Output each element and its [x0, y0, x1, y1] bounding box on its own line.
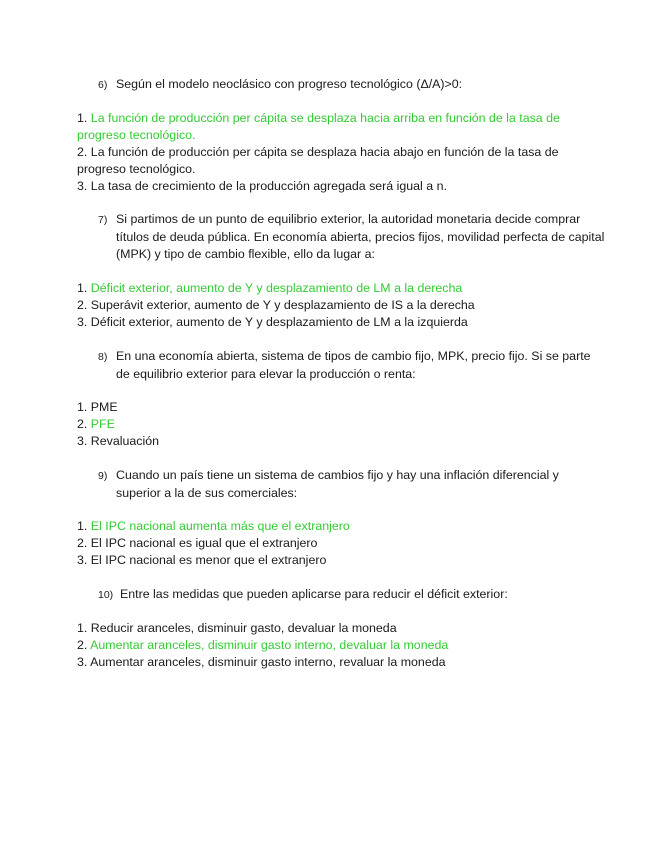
question-number: 10): [98, 589, 114, 601]
question-8: [98, 348, 606, 383]
question-text: Cuando un país tiene un sistema de cambios fijo y hay una inflación diferencial y superior a la de sus comerciales:: [116, 468, 559, 500]
question-9: [98, 467, 606, 502]
answer-item: [77, 620, 587, 637]
question-10: [98, 586, 606, 604]
answer-number: 3.: [77, 434, 88, 448]
answer-item: [77, 535, 587, 552]
answers-10: [77, 620, 587, 671]
answer-text: La tasa de crecimiento de la producción agregada será igual a n.: [90, 179, 447, 193]
answer-number: 2.: [77, 536, 88, 550]
question-7: [98, 211, 606, 263]
answers-8: [77, 399, 587, 450]
answer-text: Déficit exterior, aumento de Y y desplazamiento de LM a la derecha: [90, 281, 463, 295]
answer-number: 1.: [77, 519, 88, 533]
answer-number: 3.: [77, 315, 88, 329]
question-text: Si partimos de un punto de equilibrio exterior, la autoridad monetaria decide comprar títulos de deuda pública. En economía abierta, precios fijos, movilidad perfecta de capital (MPK) y tipo de cambio flexible, ello da lugar a:: [116, 212, 605, 261]
answer-text: Aumentar aranceles, disminuir gasto interno, devaluar la moneda: [90, 638, 449, 652]
answer-item: [77, 416, 587, 433]
answer-text: El IPC nacional es igual que el extranjero: [90, 536, 318, 550]
answer-number: 3.: [77, 179, 88, 193]
answer-item: [77, 110, 587, 144]
question-number: 8): [98, 351, 108, 363]
answer-text: Reducir aranceles, disminuir gasto, devaluar la moneda: [90, 621, 397, 635]
answer-item: [77, 654, 587, 671]
answer-text: La función de producción per cápita se desplaza hacia arriba en función de la tasa de progreso tecnológico.: [77, 111, 560, 142]
answer-text: La función de producción per cápita se desplaza hacia abajo en función de la tasa de progreso tecnológico.: [77, 145, 559, 176]
answer-item: [77, 518, 587, 535]
answer-item: [77, 637, 587, 654]
answer-text: Aumentar aranceles, disminuir gasto interno, revaluar la moneda: [90, 655, 446, 669]
answer-number: 1.: [77, 400, 88, 414]
question-text: En una economía abierta, sistema de tipos de cambio fijo, MPK, precio fijo. Si se parte de equilibrio exterior para elevar la producción o renta:: [116, 349, 591, 381]
answer-number: 1.: [77, 621, 88, 635]
answer-text: PME: [90, 400, 118, 414]
answer-text: Superávit exterior, aumento de Y y desplazamiento de IS a la derecha: [90, 298, 475, 312]
answer-item: [77, 399, 587, 416]
question-text: Entre las medidas que pueden aplicarse para reducir el déficit exterior:: [120, 587, 508, 601]
question-number: 9): [98, 470, 108, 482]
answers-7: [77, 280, 587, 331]
answer-item: [77, 178, 587, 195]
answer-item: [77, 552, 587, 569]
answers-6: [77, 110, 587, 195]
question-6: [98, 76, 606, 94]
answer-number: 2.: [77, 638, 88, 652]
answer-text: Déficit exterior, aumento de Y y desplazamiento de LM a la izquierda: [90, 315, 468, 329]
answer-number: 1.: [77, 111, 88, 125]
answer-text: El IPC nacional es menor que el extranjero: [90, 553, 327, 567]
answers-9: [77, 518, 587, 569]
question-text: Según el modelo neoclásico con progreso tecnológico (Δ/A)>0:: [116, 77, 463, 91]
answer-number: 2.: [77, 145, 88, 159]
answer-number: 2.: [77, 417, 88, 431]
answer-text: El IPC nacional aumenta más que el extranjero: [90, 519, 350, 533]
answer-text: Revaluación: [90, 434, 159, 448]
question-number: 7): [98, 214, 108, 226]
answer-item: [77, 280, 587, 297]
answer-number: 3.: [77, 553, 88, 567]
answer-item: [77, 144, 587, 178]
answer-number: 3.: [77, 655, 88, 669]
answer-item: [77, 314, 587, 331]
answer-item: [77, 433, 587, 450]
answer-number: 2.: [77, 298, 88, 312]
answer-item: [77, 297, 587, 314]
question-number: 6): [98, 79, 108, 91]
answer-text: PFE: [90, 417, 115, 431]
answer-number: 1.: [77, 281, 88, 295]
